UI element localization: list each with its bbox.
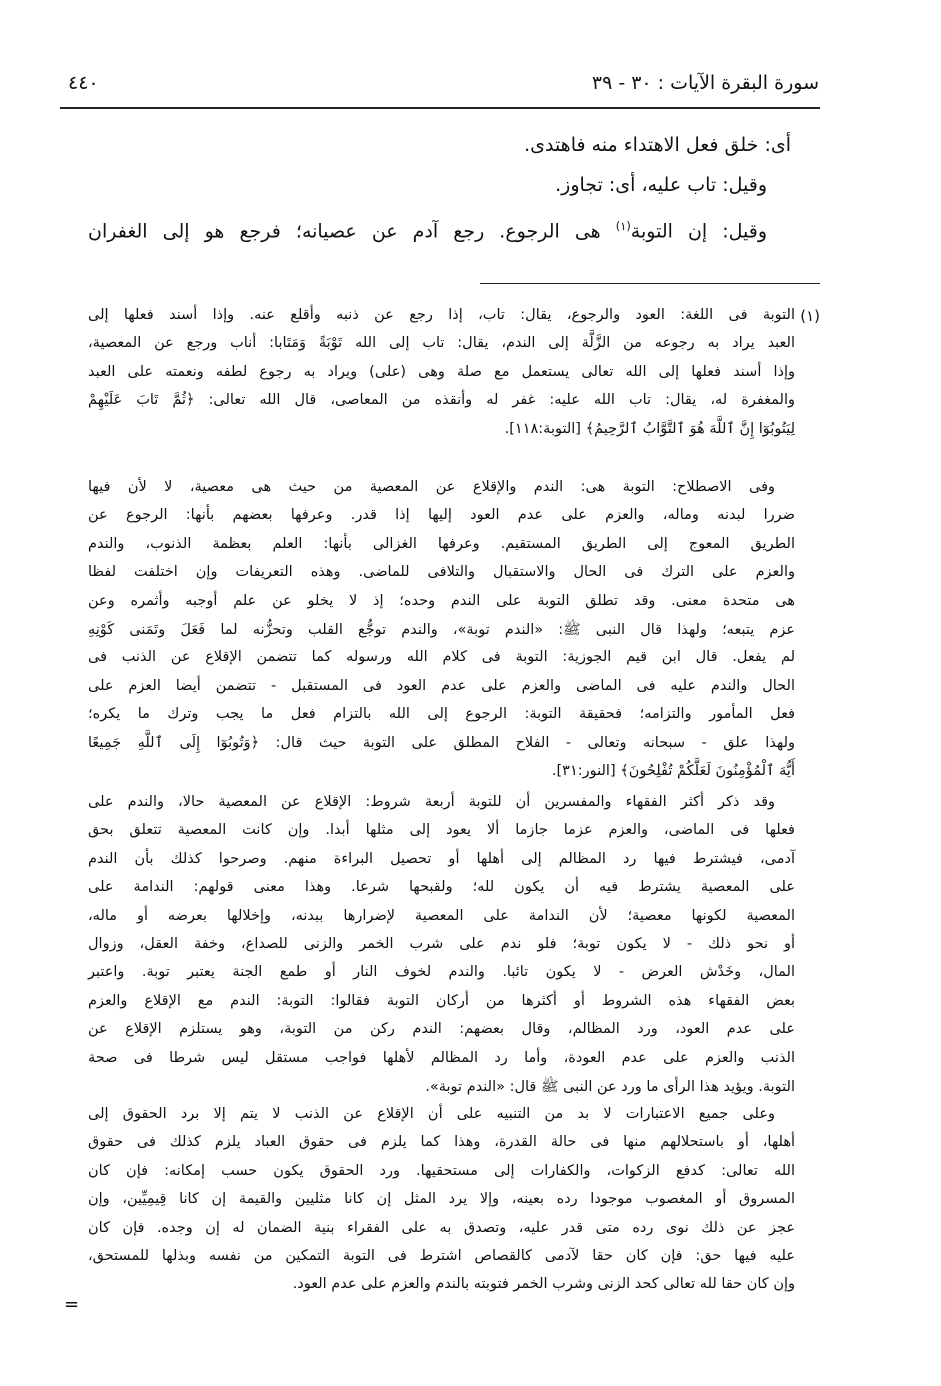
footnote-line: عزم يتبعه؛ ولهذا قال النبى ﷺ: «الندم توبة»، والندم توجُّع القلب وتحزُّنه لما فَعَلَ وتَمَنى كَوْنِهِ: [88, 622, 795, 638]
footnote-line: الطريق المعوج إلى الطريق المستقيم. وعرفها الغزالى بأنها: العلم بعظمة الذنوب، والندم: [88, 535, 795, 552]
footnote-line: أهلها، أو باستحلالهم منها فى حالة القدرة، وهذا كما يلزم فى حقوق العباد يلزم كذلك فى حقوق: [88, 1134, 795, 1151]
footnote-line: وإذا أسند فعلها إلى الله تعالى يستعمل مع صلة وهى (على) ويراد به رجوع لطفه ونعمته على العبد: [88, 363, 795, 380]
footnote-line: العبد يراد به رجوعه من الزَّلَّة إلى الندم، يقال: تاب إلى الله تَوْبَةً وَمَتَابا: أناب ورجع عن المعصية،: [88, 335, 795, 352]
main-text-segment: وقيل: إن التوبة: [630, 220, 768, 243]
footnote-line: لم يفعل. قال ابن قيم الجوزية: التوبة فى كلام الله ورسوله كما تتضمن الإقلاع عن الذنب فى: [88, 649, 795, 666]
footnote-line: المسروق أو المغصوب موجودا رده بعينه، وإلا يرد المثل إن كانا مثليين والقيمة إن كانا قِيمِيِّين، وإن: [88, 1191, 795, 1208]
footnote-line: فعلها فى الماضى، والعزم عزما جازما ألا يعود إلى مثلها أبدا. وإن كانت المعصية تتعلق بحق: [88, 822, 795, 839]
footnote-line: ضررا لبدنه وماله، والعزم على عدم العود إليها إذا قدر. وعرفها بعضهم بأنها: الرجوع عن: [88, 507, 795, 524]
main-text-segment: هى الرجوع. رجع آدم عن عصيانه؛ فرجع هو إلى الغفران: [88, 220, 616, 243]
footnote-line: الحال والندم عليه فى الماضى والعزم على عدم العود فى المستقبل - تتضمن أيضا العزم على: [88, 677, 795, 694]
footnote-line: عجز عن ذلك نوى رده متى قدر عليه، وتصدق به على الفقراء بنية الضمان له إن وجده. فإن كان: [88, 1219, 795, 1236]
footnote-line: المال، وخَدْش العرض - لا يكون تائبا. والندم لخوف النار أو طمع الجنة يعتبر توبة. واعتبر: [88, 964, 795, 981]
footnote-line: التوبة. ويؤيد هذا الرأى ما ورد عن النبى ﷺ قال: «الندم توبة».: [425, 1079, 795, 1095]
main-text-line: وقيل: تاب عليه، أى: تجاوز.: [555, 174, 767, 196]
footnote-line: الله تعالى: كدفع الزكوات، والكفارات إلى مستحقيها. ورد الحقوق يكون حسب إمكانه: فإن كان: [88, 1162, 795, 1179]
footnote-line: عليه فيها حق: فإن كان حقا لآدمى كالقصاص اشترط فى التوبة التمكين من نفسه وبذلها للمستحق،: [88, 1248, 795, 1264]
footnote-line: على المعصية يشترط فيه أن يكون لله؛ ولقبحها شرعا. وهذا معنى قولهم: الندامة على: [88, 879, 795, 896]
footnote-line: أَيُّهَ ٱلْمُؤْمِنُونَ لَعَلَّكُمْ تُفْلِحُونَ﴾ [النور:٣١].: [551, 763, 795, 779]
header-divider: [60, 107, 820, 109]
footnote-line: وفى الاصطلاح: التوبة هى: الندم والإقلاع عن المعصية من حيث هى معصية، لا لأن فيها: [88, 479, 775, 495]
main-text-line: أى: خلق فعل الاهتداء منه فاهتدى.: [524, 134, 791, 156]
footnote-line: والعزم على الترك فى الحال والاستقبال والتلافى للماضى. وهذه التعريفات وإن اختلفت لفظا: [88, 564, 795, 581]
footnote-line: أو نحو ذلك - لا يكون توبة؛ فلو ندم على شرب الخمر والزنى للصداع، وخفة العقل، وزوال: [88, 936, 795, 952]
footnote-line: والمغفرة له، يقال: تاب الله عليه: غفر له وأنقذه من المعاصى، قال الله تعالى: ﴿ثُمَّ تَابَ عَلَيْهِمْ: [88, 392, 795, 409]
footnote-line: وإن كان حقا لله تعالى كحد الزنى وشرب الخمر فتوبته بالندم والعزم على عدم العود.: [292, 1276, 795, 1293]
footnote-marker: (١): [800, 307, 820, 325]
footnote-line: لِيَتُوبُوٓا إِنَّ ٱللَّهَ هُوَ ٱلتَّوَّابُ ٱلرَّحِيمُ﴾ [التوبة:١١٨].: [504, 420, 795, 437]
page-number: ٤٤٠: [68, 72, 99, 94]
footnote-line: المعصية لكونها معصية؛ لأن الندامة على المعصية لإضرارها ببدنه، وإخلالها بعرضه أو ماله،: [88, 907, 795, 924]
footnote-line: الذنب والعزم على عدم العودة، وأما رد المظالم لأهلها فواجب مستقل ليس شرطا فى صحة: [88, 1049, 795, 1066]
footnote-line: آدمى، فيشترط فيها رد المظالم إلى أهلها أو تحصيل البراءة منهم. وصرحوا كذلك بأن الندم: [88, 850, 795, 867]
footnote-line: وقد ذكر أكثر الفقهاء والمفسرين أن للتوبة أربعة شروط: الإقلاع عن المعصية حالا، والندم على: [88, 794, 775, 810]
footnote-line: هى متحدة معنى. وقد تطلق التوبة على الندم وحده؛ إذ لا يخلو عن علم أوجبه وأثمره وعن: [88, 592, 795, 609]
continuation-mark: =: [64, 1294, 80, 1315]
footnote-line: بعض الفقهاء هذه الشروط أو أكثرها من أركان التوبة فقالوا: التوبة: الندم مع الإقلاع والعزم: [88, 992, 795, 1009]
footnote-line: فعل المأمور والتزامه؛ فحقيقة التوبة: الرجوع إلى الله بالتزام فعل ما يجب وترك ما يكره؛: [88, 706, 795, 723]
running-title: سورة البقرة الآيات : ٣٠ - ٣٩: [591, 72, 819, 94]
footnote-line: وعلى جميع الاعتبارات لا بد من التنبيه على أن الإقلاع عن الذنب لا يتم إلا برد الحقوق إلى: [88, 1106, 775, 1122]
footnote-line: على عدم العود، ورد المظالم، وقال بعضهم: الندم ركن من التوبة، وهو يستلزم الإقلاع عن: [88, 1021, 795, 1038]
footnote-line: ولهذا علق - سبحانه وتعالى - الفلاح المطلق على التوبة حيث قال: ﴿وَتُوبُوٓا إِلَى ٱللَّهِ جَمِيعًا: [88, 734, 795, 751]
footnote-reference[interactable]: (١): [615, 219, 631, 233]
footnote-divider: [480, 283, 820, 284]
footnote-line: التوبة فى اللغة: العود والرجوع، يقال: تاب، إذا رجع عن ذنبه وأقلع عنه. وإذا أسند فعلها إلى: [88, 307, 795, 323]
main-text-line: [88, 219, 767, 242]
